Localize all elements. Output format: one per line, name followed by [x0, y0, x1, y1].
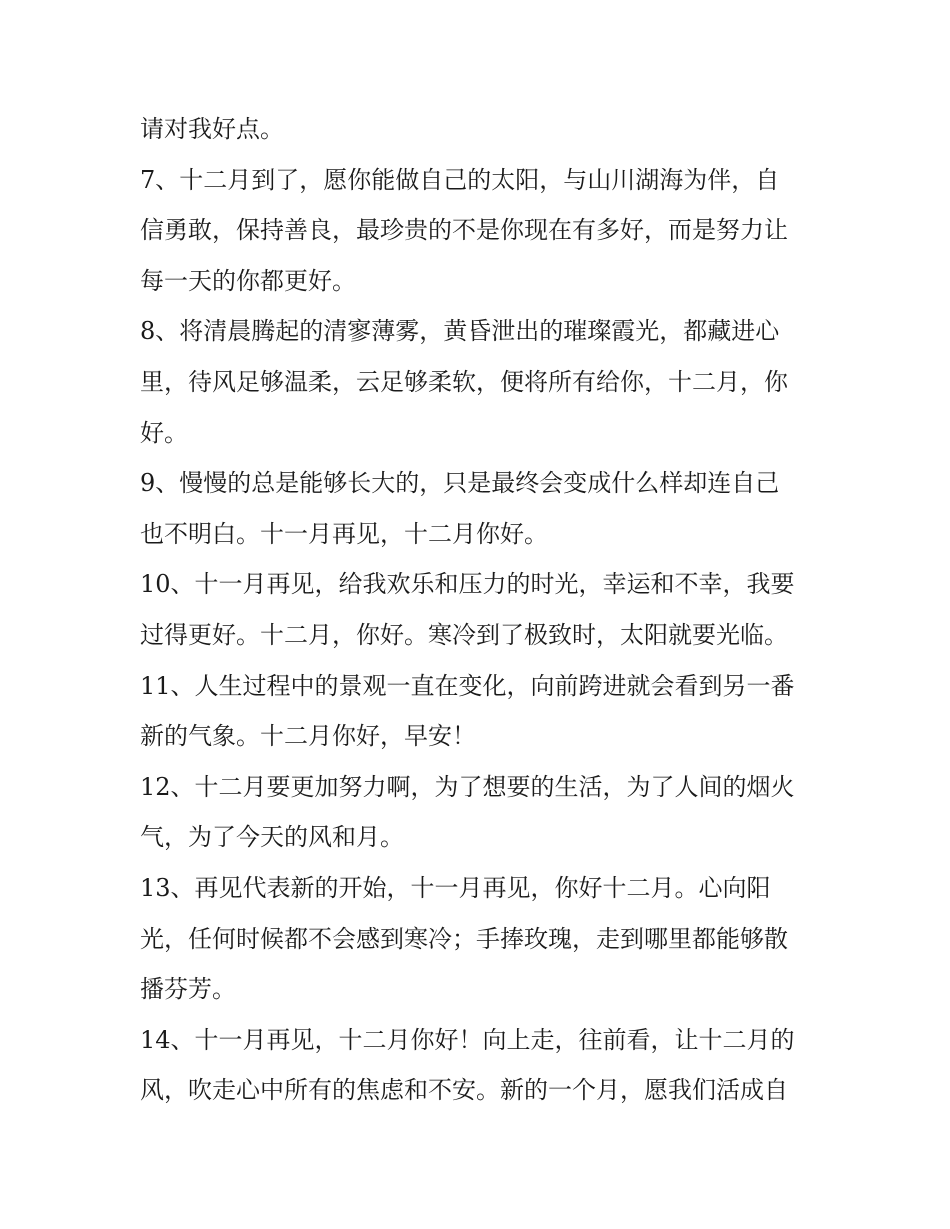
text-line: 播芬芳。: [140, 975, 236, 1004]
text-line: 11、人生过程中的景观一直在变化，向前跨进就会看到另一番: [140, 671, 795, 700]
text-line: 里，待风足够温柔，云足够柔软，便将所有给你，十二月，你: [140, 367, 788, 396]
body-text: [140, 104, 820, 1116]
text-line: 光，任何时候都不会感到寒冷；手捧玫瑰，走到哪里都能够散: [140, 924, 788, 953]
text-line: 7、十二月到了，愿你能做自己的太阳，与山川湖海为伴，自: [140, 165, 780, 194]
text-line: 每一天的你都更好。: [140, 266, 356, 295]
text-line: 请对我好点。: [140, 115, 284, 143]
text-line: 9、慢慢的总是能够长大的，只是最终会变成什么样却连自己: [140, 469, 780, 498]
text-line: 12、十二月要更加努力啊，为了想要的生活，为了人间的烟火: [140, 772, 795, 801]
text-line: 风，吹走心中所有的焦虑和不安。新的一个月，愿我们活成自: [140, 1076, 788, 1105]
text-line: 过得更好。十二月，你好。寒冷到了极致时，太阳就要光临。: [140, 620, 788, 649]
text-line: 信勇敢，保持善良，最珍贵的不是你现在有多好，而是努力让: [140, 216, 788, 245]
text-line: 新的气象。十二月你好，早安！: [140, 722, 476, 751]
text-line: 13、再见代表新的开始，十一月再见，你好十二月。心向阳: [140, 873, 771, 902]
text-line: 也不明白。十一月再见，十二月你好。: [140, 519, 548, 548]
text-line: 14、十一月再见，十二月你好！向上走，往前看，让十二月的: [140, 1025, 795, 1054]
text-line: 好。: [140, 418, 188, 447]
text-line: 气，为了今天的风和月。: [140, 823, 404, 852]
text-line: 8、将清晨腾起的清寥薄雾，黄昏泄出的璀璨霞光，都藏进心: [140, 317, 780, 346]
text-line: 10、十一月再见，给我欢乐和压力的时光，幸运和不幸，我要: [140, 570, 795, 599]
